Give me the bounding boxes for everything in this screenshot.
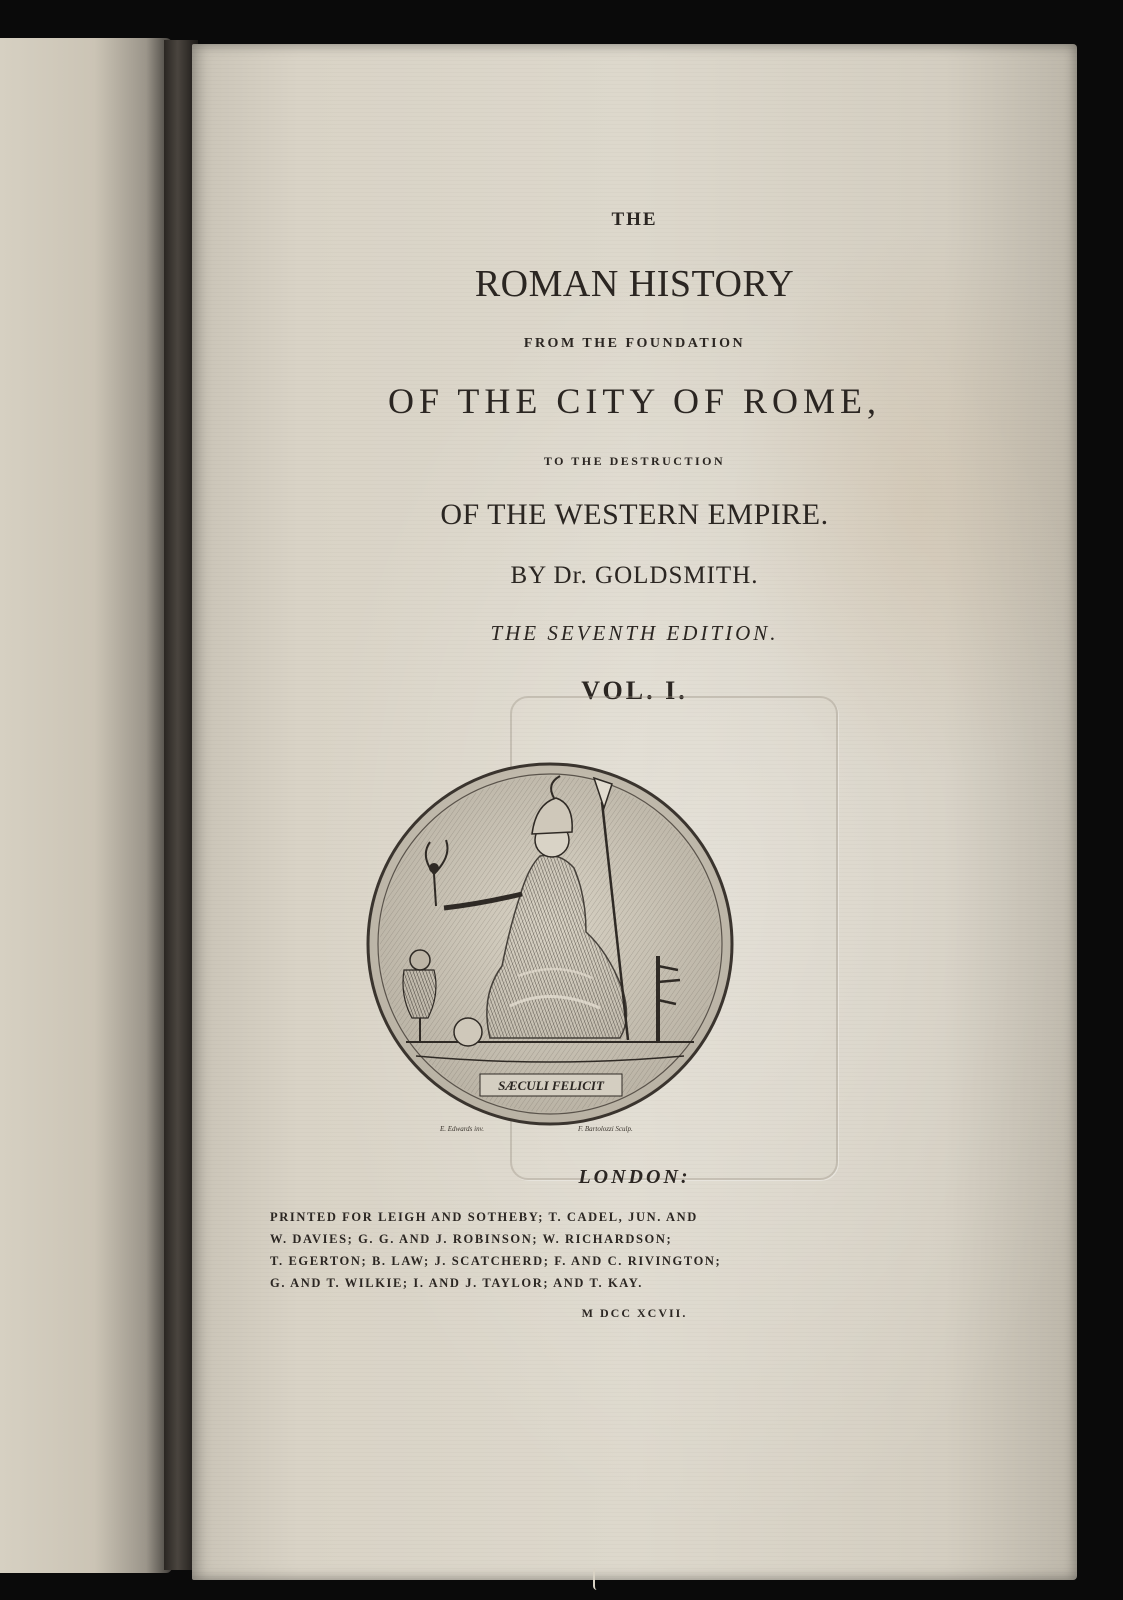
imprint-line: T. EGERTON; B. LAW; J. SCATCHERD; F. AND C. RIVINGTON;: [270, 1254, 722, 1268]
author-line: BY Dr. GOLDSMITH.: [510, 562, 759, 589]
medallion-engraving: [360, 756, 740, 1142]
imprint-line: G. AND T. WILKIE; I. AND J. TAYLOR; AND T. KAY.: [270, 1276, 643, 1290]
subtitle-western-empire: OF THE WESTERN EMPIRE.: [440, 498, 829, 531]
left-page: [0, 38, 172, 1573]
imprint-city: LONDON:: [578, 1166, 691, 1188]
imprint-block: [270, 1206, 830, 1294]
subtitle-from: FROM THE FOUNDATION: [523, 336, 746, 351]
medallion-motto: SÆCULI FELICIT: [498, 1078, 604, 1093]
subtitle-to: TO THE DESTRUCTION: [543, 454, 726, 468]
imprint-line: PRINTED FOR LEIGH AND SOTHEBY; T. CADEL, JUN. AND: [270, 1210, 698, 1224]
publication-date: M DCC XCVII.: [581, 1306, 688, 1320]
subtitle-city: OF THE CITY OF ROME,: [387, 381, 882, 421]
ribbon-thread: [593, 1568, 607, 1590]
main-title: ROMAN HISTORY: [474, 263, 795, 305]
artist-credit-right: F. Bartolozzi Sculp.: [578, 1125, 633, 1133]
title-page: [192, 44, 1077, 1580]
artist-credit-left: E. Edwards inv.: [440, 1125, 484, 1133]
title-the: THE: [611, 209, 658, 230]
volume-line: VOL. I.: [581, 676, 688, 705]
imprint-line: W. DAVIES; G. G. AND J. ROBINSON; W. RICHARDSON;: [270, 1232, 673, 1246]
edition-line: THE SEVENTH EDITION.: [490, 621, 779, 645]
